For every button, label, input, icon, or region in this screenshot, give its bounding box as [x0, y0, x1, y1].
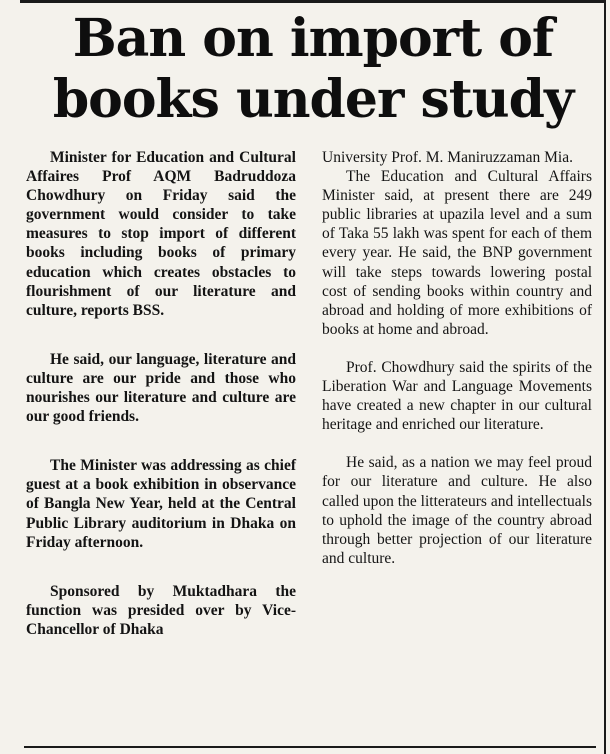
paragraph: He said, our language, literature and culture are our pride and those who nourishes our literature and culture are our good friends. [26, 350, 296, 426]
paragraph: The Education and Cultural Affairs Minister said, at present there are 249 public libraries at upazila level and a sum of Taka 55 lakh was spent for each of them every year. He said, the BNP government will take steps towards lowering postal cost of sending books within country and abroad and holding of more exhibitions of books at home and abroad. [322, 168, 592, 338]
paragraph: Minister for Education and Cultural Affaires Prof AQM Badruddoza Chowdhury on Friday said the government would consider to take measures to stop import of different books including books of primary education which creates obstacles to flourishment of our literature and culture, reports BSS. [26, 149, 296, 319]
right-column [322, 148, 592, 568]
news-clipping [20, 0, 606, 754]
paragraph: Sponsored by Muktadhara the function was presided over by Vice-Chancellor of Dhaka [26, 582, 296, 638]
headline-line-1: Ban on import of [72, 8, 554, 69]
headline [20, 8, 606, 130]
paragraph: University Prof. M. Maniruzzaman Mia. [322, 149, 573, 166]
left-column [26, 148, 296, 639]
paragraph: Prof. Chowdhury said the spirits of the Liberation War and Language Movements have created a new chapter in our cultural heritage and enriched our literature. [322, 358, 592, 434]
headline-line-2: books under study [52, 69, 574, 130]
paragraph: The Minister was addressing as chief guest at a book exhibition in observance of Bangla New Year, held at the Central Public Library auditorium in Dhaka on Friday afternoon. [26, 457, 296, 551]
top-rule [20, 0, 606, 3]
bottom-rule [24, 746, 596, 748]
paragraph: He said, as a nation we may feel proud for our literature and culture. He also called upon the litterateurs and intellectuals to uphold the image of the country abroad through better projection of our literature and culture. [322, 454, 592, 567]
